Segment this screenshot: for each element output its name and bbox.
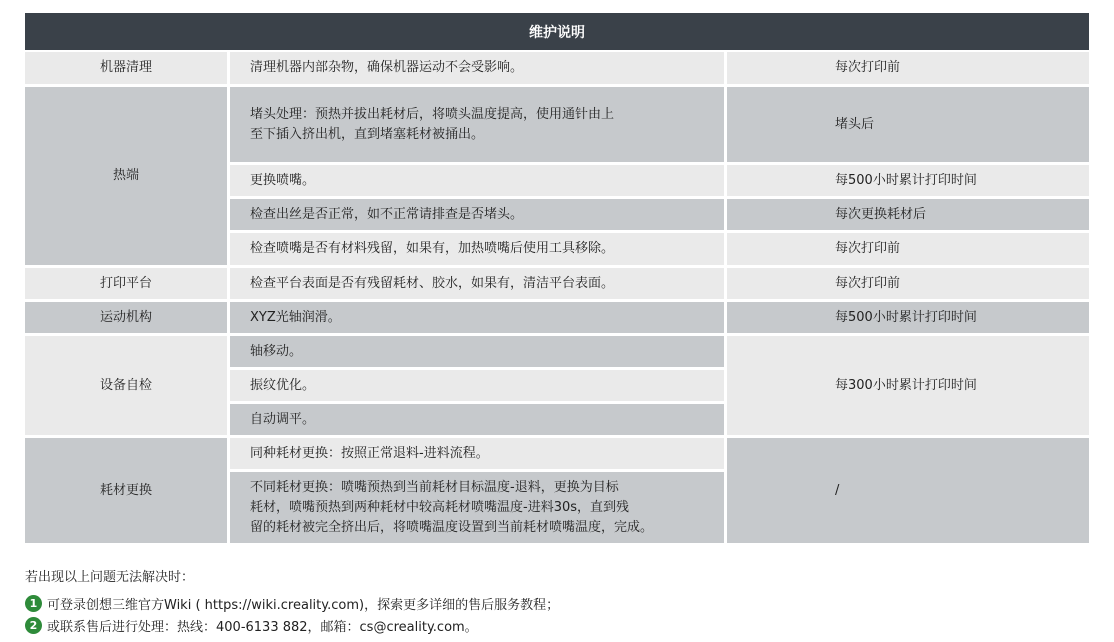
desc-cell: 自动调平。 xyxy=(230,404,724,435)
desc-cell: 检查平台表面是否有残留耗材、胶水，如果有，清洁平台表面。 xyxy=(230,268,724,299)
category-self-check: 设备自检 xyxy=(25,336,227,435)
category-print-platform: 打印平台 xyxy=(25,268,227,299)
footer-item-text: 或联系售后进行处理：热线：400-6133 882，邮箱：cs@creality.com。 xyxy=(47,620,478,635)
freq-cell: 每500小时累计打印时间 xyxy=(727,302,1089,333)
number-two-icon: 2 xyxy=(25,617,42,634)
footer-item-text: 可登录创想三维官方Wiki ( https://wiki.creality.com)，探索更多详细的售后服务教程； xyxy=(47,598,560,613)
desc-cell: 振纹优化。 xyxy=(230,370,724,401)
number-one-icon: 1 xyxy=(25,595,42,612)
footer-intro: 若出现以上问题无法解决时： xyxy=(25,570,195,585)
freq-cell: 每次打印前 xyxy=(727,233,1089,265)
footer-item-contact xyxy=(25,616,478,635)
freq-cell: 每500小时累计打印时间 xyxy=(727,165,1089,196)
table-title: 维护说明 xyxy=(25,13,1089,50)
desc-cell: 不同耗材更换：喷嘴预热到当前耗材目标温度-退料，更换为目标 耗材，喷嘴预热到两种耗材中较高耗材喷嘴温度-进料30s，直到残 留的耗材被完全挤出后，将喷嘴温度设置到当前耗材喷嘴温度，完成。 xyxy=(230,472,724,543)
desc-cell: 检查出丝是否正常，如不正常请排查是否堵头。 xyxy=(230,199,724,230)
category-filament-change: 耗材更换 xyxy=(25,438,227,543)
desc-cell: 堵头处理：预热并拔出耗材后，将喷头温度提高，使用通针由上 至下插入挤出机，直到堵塞耗材被捅出。 xyxy=(230,87,724,162)
freq-cell: 每300小时累计打印时间 xyxy=(727,336,1089,435)
freq-cell: 每次打印前 xyxy=(727,52,1089,84)
category-machine-cleaning: 机器清理 xyxy=(25,52,227,84)
footer-item-wiki xyxy=(25,594,559,613)
desc-cell: 更换喷嘴。 xyxy=(230,165,724,196)
freq-cell: 每次打印前 xyxy=(727,268,1089,299)
category-hotend: 热端 xyxy=(25,87,227,265)
desc-cell: 检查喷嘴是否有材料残留，如果有，加热喷嘴后使用工具移除。 xyxy=(230,233,724,265)
category-motion-mechanism: 运动机构 xyxy=(25,302,227,333)
desc-cell: 清理机器内部杂物，确保机器运动不会受影响。 xyxy=(230,52,724,84)
freq-cell: 每次更换耗材后 xyxy=(727,199,1089,230)
desc-cell: 轴移动。 xyxy=(230,336,724,367)
freq-cell: / xyxy=(727,438,1089,543)
desc-cell: 同种耗材更换：按照正常退料-进料流程。 xyxy=(230,438,724,469)
freq-cell: 堵头后 xyxy=(727,87,1089,162)
desc-cell: XYZ光轴润滑。 xyxy=(230,302,724,333)
